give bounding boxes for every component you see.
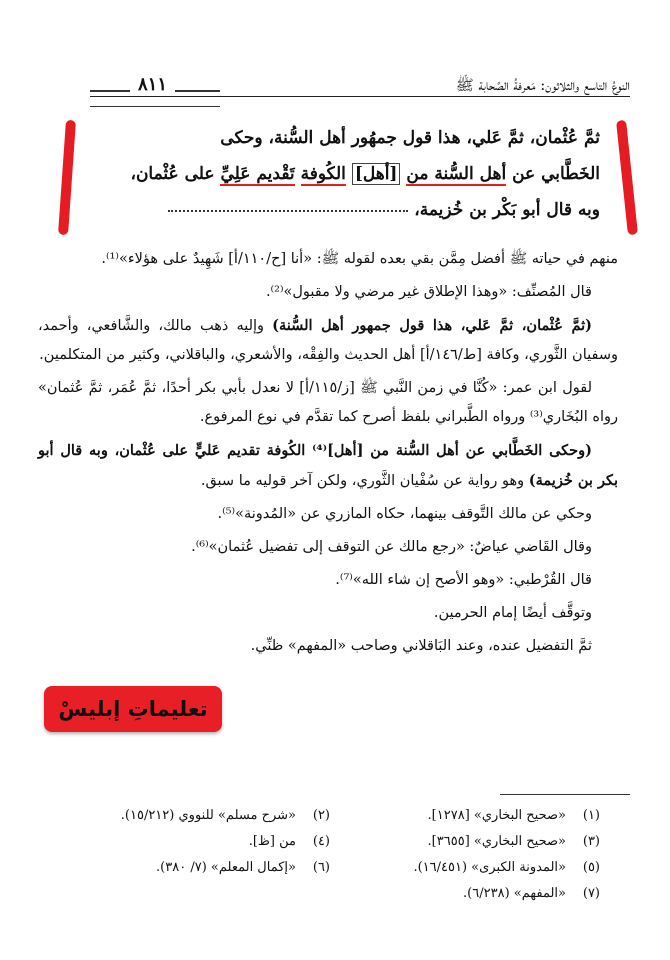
footnote-5: (٥)«المدونة الكبرى» (١٦/٤٥١).	[413, 860, 600, 875]
red-watermark-label	[44, 686, 222, 732]
footnote-4: (٤)من [ظ].	[248, 834, 330, 849]
paragraph: وقال القَاضي عياضٌ: «رجع مالك عن التوقف إلى تفضيل عُثمان»⁽⁶⁾.	[191, 539, 592, 555]
quoted-matn: (وحكى الخَطَّابي عن أهل السُّنة من [أهل]⁽⁴⁾ الكُوفة تقديم عَليٍّ على عُثْمان، وبه قال أبو بكر بن خُزيمة)	[38, 442, 618, 489]
dotted-leader	[168, 210, 408, 212]
header-rule	[90, 96, 630, 97]
footnote-rule	[500, 794, 630, 795]
paragraph: منهم في حياته ﷺ أفضل مِمَّن بقي بعده لقوله ﷺ: «أنا [ح/١١٠/أ] شَهِيدٌ على هؤلاء»⁽¹⁾.	[101, 251, 618, 267]
footnote-row	[60, 886, 600, 912]
red-marker-stroke-right	[616, 120, 638, 235]
matn-text: على عُثْمان،	[130, 164, 221, 184]
underlined-phrase: الكُوفة	[300, 164, 346, 184]
paragraph: قال المُصنِّف: «وهذا الإطلاق غير مرضي ولا مقبول»⁽²⁾.	[265, 284, 592, 300]
paragraph: وحكي عن مالك التَّوقف بينهما، حكاه المازري عن «المُدونة»⁽⁵⁾.	[217, 506, 592, 522]
matn-excerpt	[70, 120, 600, 228]
watermark-text: تعليماتِ إبليسْ	[58, 697, 208, 721]
matn-line-2	[70, 156, 600, 192]
running-title: النوعُ التاسع والثلاثون: مَعرفةُ الصَّحابة ﷺ	[455, 76, 630, 94]
footnote-row	[60, 860, 600, 886]
underlined-phrase: تَقْديم عَلِيِّ	[220, 164, 295, 184]
running-header	[90, 70, 630, 100]
footnote-row	[60, 808, 600, 834]
paragraph: (وحكى الخَطَّابي عن أهل السُّنة من [أهل]⁽⁴⁾ الكُوفة تقديم عَليٍّ على عُثْمان، وبه قال أبو بكر بن خُزيمة) وهو رواية عن سُفْيان الثَّوري، ولكن آخر قوليه ما سبق.	[38, 442, 618, 489]
footnote-6: (٦)«إكمال المعلم» (٧/ ٣٨٠).	[156, 860, 330, 875]
paragraph: قال القُرْطبي: «وهو الأصح إن شاء الله»⁽⁷⁾.	[335, 572, 592, 588]
footnotes	[60, 808, 600, 912]
matn-text: الخَطَّابي عن	[506, 164, 600, 184]
footnote-row	[60, 834, 600, 860]
paragraph: لقول ابن عمر: «كُنَّا في زمن النَّبي ﷺ [ز/١١٥/أ] لا نعدل بأبي بكر أحدًا، ثمَّ عُمَر، ثمَّ عُثمان» رواه البُخَاري⁽³⁾ ورواه الطَّبراني بلفظ أصرح كما تقدَّم في نوع المرفوع.	[38, 380, 618, 425]
matn-line-1: ثمَّ عُثْمان، ثمَّ عَلي، هذا قول جمهُور أهل السُّنة، وحكى	[220, 128, 600, 148]
boxed-insertion: [أهل]	[352, 163, 401, 185]
footnote-1: (١)«صحيح البخاري» [١٢٧٨].	[427, 808, 600, 823]
paragraph: ثمَّ التفضيل عنده، وعند البَاقلاني وصاحب «المفهم» ظنِّي.	[250, 638, 592, 654]
footnote-7: (٧)«المفهم» (٦/٢٣٨).	[463, 886, 600, 901]
matn-line-3: وبه قال أبو بَكْر بن خُزيمة،	[70, 192, 600, 228]
underlined-phrase: أهل السُّنة من	[406, 164, 507, 184]
commentary-body	[38, 245, 618, 665]
quoted-matn: (ثمَّ عُثْمان، ثمَّ عَلي، هذا قول جمهور أهل السُّنة)	[272, 317, 592, 334]
paragraph: (ثمَّ عُثْمان، ثمَّ عَلي، هذا قول جمهور أهل السُّنة) وإليه ذهب مالك، والشَّافعي، وأحمد، وسفيان الثَّوري، وكافة [ط/١٤٦/أ] أهل الحديث والفِقْه، والأشعري، والباقلاني، وكثير من المتكلمين.	[38, 317, 618, 363]
footnote-2: (٢)«شرح مسلم» للنووي (١٥/٢١٢).	[120, 808, 330, 823]
footnote-3: (٣)«صحيح البخاري» [٣٦٥٥].	[427, 834, 600, 849]
page-number: ٨١١	[130, 74, 175, 95]
paragraph: وتوقَّف أيضًا إمام الحرمين.	[433, 605, 592, 621]
